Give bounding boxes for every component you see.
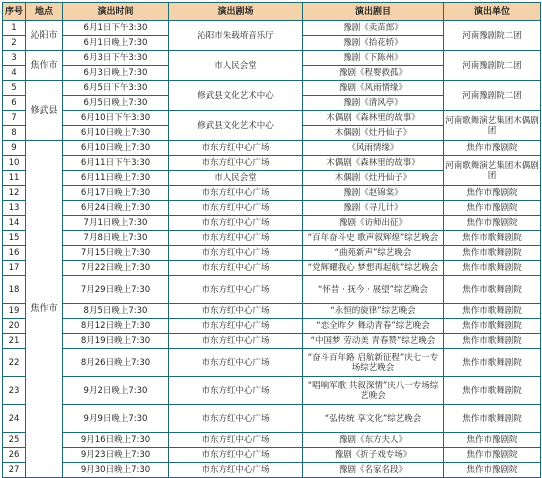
program-cell: “唱响军歌 共叙深情”庆八一专场综艺晚会: [303, 377, 444, 405]
row-number: 12: [3, 186, 26, 201]
unit-cell: 河南豫剧院二团: [444, 21, 541, 51]
row-number: 19: [3, 304, 26, 319]
header-venue: 演出剧场: [169, 3, 303, 21]
venue-cell: 市东方红中心广场: [169, 216, 303, 231]
row-number: 20: [3, 319, 26, 334]
unit-cell: 焦作市歌舞剧院: [444, 349, 541, 377]
venue-cell: 市人民会堂: [169, 171, 303, 186]
venue-cell: 市东方红中心广场: [169, 276, 303, 304]
venue-cell: 市东方红中心广场: [169, 463, 303, 478]
time-cell: 8月5日晚上7:30: [63, 304, 169, 319]
program-cell: 《风雨情缘》: [303, 141, 444, 156]
table-row: [3, 186, 541, 201]
program-cell: 木偶剧《灶丹仙子》: [303, 171, 444, 186]
row-number: 3: [3, 51, 26, 66]
time-cell: 7月8日晚上7:30: [63, 231, 169, 246]
unit-cell: 焦作市歌舞剧院: [444, 304, 541, 319]
time-cell: 6月11日晚上7:30: [63, 171, 169, 186]
row-number: 1: [3, 21, 26, 36]
time-cell: 9月2日晚上7:30: [63, 377, 169, 405]
row-number: 8: [3, 126, 26, 141]
venue-cell: 市人民会堂: [169, 51, 303, 81]
city-cell: 焦作市: [26, 141, 63, 478]
table-row: [3, 261, 541, 276]
venue-cell: 市东方红中心广场: [169, 141, 303, 156]
time-cell: 6月11日下午3:30: [63, 156, 169, 171]
table-row: [3, 349, 541, 377]
venue-cell: 市东方红中心广场: [169, 377, 303, 405]
unit-cell: 河南歌舞演艺集团木偶剧团: [444, 156, 541, 186]
time-cell: 6月3日晚上7:30: [63, 66, 169, 81]
program-cell: “党辉耀我心 梦想再起航”综艺晚会: [303, 261, 444, 276]
time-cell: 6月24日晚上7:30: [63, 201, 169, 216]
unit-cell: 焦作市歌舞剧院: [444, 377, 541, 405]
unit-cell: 河南豫剧院二团: [444, 81, 541, 111]
table-row: [3, 377, 541, 405]
time-cell: 9月9日晚上7:30: [63, 405, 169, 433]
table-row: [3, 334, 541, 349]
venue-cell: 市东方红中心广场: [169, 405, 303, 433]
program-cell: “百年奋斗史 歌声叙辉煌”综艺晚会: [303, 231, 444, 246]
program-cell: “恋全昨夕 舞动青春”综艺晚会: [303, 319, 444, 334]
row-number: 16: [3, 246, 26, 261]
row-number: 7: [3, 111, 26, 126]
unit-cell: 河南豫剧院二团: [444, 51, 541, 81]
row-number: 25: [3, 433, 26, 448]
program-cell: 豫剧《折子戏专场》: [303, 448, 444, 463]
venue-cell: 市东方红中心广场: [169, 231, 303, 246]
program-cell: 豫剧《程婴救孤》: [303, 66, 444, 81]
program-cell: 木偶剧《森林里的故事》: [303, 156, 444, 171]
time-cell: 6月1日晚上7:30: [63, 36, 169, 51]
program-cell: 豫剧《寻儿计》: [303, 201, 444, 216]
time-cell: 7月29日晚上7:30: [63, 276, 169, 304]
table-row: [3, 463, 541, 478]
time-cell: 8月12日晚上7:30: [63, 319, 169, 334]
row-number: 23: [3, 377, 26, 405]
unit-cell: 焦作市豫剧院: [444, 448, 541, 463]
venue-cell: 市东方红中心广场: [169, 319, 303, 334]
table-row: [3, 51, 541, 66]
program-cell: 木偶剧《灶丹仙子》: [303, 126, 444, 141]
venue-cell: 市东方红中心广场: [169, 304, 303, 319]
table-row: [3, 246, 541, 261]
venue-cell: 市东方红中心广场: [169, 246, 303, 261]
venue-cell: 修武县文化艺术中心: [169, 81, 303, 111]
unit-cell: 焦作市歌舞剧院: [444, 276, 541, 304]
unit-cell: 焦作市豫剧院: [444, 186, 541, 201]
unit-cell: 焦作市豫剧院: [444, 201, 541, 216]
time-cell: 6月1日下午3:30: [63, 21, 169, 36]
header-time: 演出时间: [63, 3, 169, 21]
table-row: [3, 111, 541, 126]
time-cell: 9月23日晚上7:30: [63, 448, 169, 463]
time-cell: 6月5日下午3:30: [63, 81, 169, 96]
city-cell: 修武县: [26, 81, 63, 141]
venue-cell: 市东方红中心广场: [169, 156, 303, 171]
row-number: 6: [3, 96, 26, 111]
performance-schedule-table: [2, 2, 541, 478]
row-number: 10: [3, 156, 26, 171]
program-cell: 豫剧《风雨情缘》: [303, 81, 444, 96]
time-cell: 6月5日晚上7:30: [63, 96, 169, 111]
program-cell: “曲苑新声”综艺晚会: [303, 246, 444, 261]
city-cell: 焦作市: [26, 51, 63, 81]
table-row: [3, 405, 541, 433]
program-cell: “中国梦 劳动美 青春赞”综艺晚会: [303, 334, 444, 349]
program-cell: “奋斗百年路 启航新征程”庆七一专场综艺晚会: [303, 349, 444, 377]
table-row: [3, 81, 541, 96]
unit-cell: 河南歌舞演艺集团木偶剧团: [444, 111, 541, 141]
venue-cell: 市东方红中心广场: [169, 334, 303, 349]
time-cell: 8月19日晚上7:30: [63, 334, 169, 349]
row-number: 5: [3, 81, 26, 96]
header-row: [3, 3, 541, 21]
table-row: [3, 201, 541, 216]
program-cell: 木偶剧《森林里的故事》: [303, 111, 444, 126]
program-cell: 豫剧《下陈州》: [303, 51, 444, 66]
time-cell: 6月3日下午3:30: [63, 51, 169, 66]
unit-cell: 焦作市豫剧院: [444, 433, 541, 448]
row-number: 17: [3, 261, 26, 276]
table-row: [3, 304, 541, 319]
venue-cell: 市东方红中心广场: [169, 349, 303, 377]
row-number: 13: [3, 201, 26, 216]
time-cell: 6月10日下午3:30: [63, 111, 169, 126]
header-location: 地点: [26, 3, 63, 21]
row-number: 21: [3, 334, 26, 349]
venue-cell: 市东方红中心广场: [169, 201, 303, 216]
venue-cell: 沁阳市朱载堉音乐厅: [169, 21, 303, 51]
time-cell: 9月30日晚上7:30: [63, 463, 169, 478]
program-cell: 豫剧《名家名段》: [303, 463, 444, 478]
table-row: [3, 276, 541, 304]
table-row: [3, 156, 541, 171]
unit-cell: 焦作市歌舞剧院: [444, 319, 541, 334]
row-number: 24: [3, 405, 26, 433]
row-number: 27: [3, 463, 26, 478]
table-row: [3, 319, 541, 334]
time-cell: 7月22日晚上7:30: [63, 261, 169, 276]
header-no: 序号: [3, 3, 26, 21]
unit-cell: 焦作市豫剧院: [444, 216, 541, 231]
row-number: 15: [3, 231, 26, 246]
table-row: [3, 141, 541, 156]
time-cell: 9月16日晚上7:30: [63, 433, 169, 448]
program-cell: 豫剧《东方夫人》: [303, 433, 444, 448]
time-cell: 7月1日晚上7:30: [63, 216, 169, 231]
row-number: 18: [3, 276, 26, 304]
table-row: [3, 231, 541, 246]
program-cell: 豫剧《卖苗郎》: [303, 21, 444, 36]
time-cell: 6月10日晚上7:30: [63, 126, 169, 141]
time-cell: 6月17日晚上7:30: [63, 186, 169, 201]
header-unit: 演出单位: [444, 3, 541, 21]
unit-cell: 焦作市豫剧院: [444, 463, 541, 478]
venue-cell: 市东方红中心广场: [169, 433, 303, 448]
unit-cell: 焦作市歌舞剧院: [444, 261, 541, 276]
row-number: 22: [3, 349, 26, 377]
program-cell: “永恒的旋律”综艺晚会: [303, 304, 444, 319]
unit-cell: 焦作市歌舞剧院: [444, 231, 541, 246]
header-program: 演出剧目: [303, 3, 444, 21]
row-number: 4: [3, 66, 26, 81]
program-cell: “弘传统 享文化”综艺晚会: [303, 405, 444, 433]
unit-cell: 焦作市歌舞剧院: [444, 405, 541, 433]
unit-cell: 焦作市豫剧院: [444, 141, 541, 156]
unit-cell: 焦作市歌舞剧院: [444, 334, 541, 349]
venue-cell: 市东方红中心广场: [169, 261, 303, 276]
city-cell: 沁阳市: [26, 21, 63, 51]
time-cell: 7月15日晚上7:30: [63, 246, 169, 261]
program-cell: “怀昔 · 抚今 · 展望”综艺晚会: [303, 276, 444, 304]
venue-cell: 修武县文化艺术中心: [169, 111, 303, 141]
row-number: 2: [3, 36, 26, 51]
program-cell: 豫剧《清风亭》: [303, 96, 444, 111]
program-cell: 豫剧《赵锦棠》: [303, 186, 444, 201]
time-cell: 8月26日晚上7:30: [63, 349, 169, 377]
row-number: 26: [3, 448, 26, 463]
row-number: 11: [3, 171, 26, 186]
table-row: [3, 448, 541, 463]
table-row: [3, 216, 541, 231]
row-number: 14: [3, 216, 26, 231]
program-cell: 豫剧《抬花轿》: [303, 36, 444, 51]
time-cell: 6月10日晚上7:30: [63, 141, 169, 156]
unit-cell: 焦作市歌舞剧院: [444, 246, 541, 261]
venue-cell: 市东方红中心广场: [169, 186, 303, 201]
table-row: [3, 21, 541, 36]
table-row: [3, 433, 541, 448]
venue-cell: 市东方红中心广场: [169, 448, 303, 463]
row-number: 9: [3, 141, 26, 156]
program-cell: 豫剧《访师出征》: [303, 216, 444, 231]
